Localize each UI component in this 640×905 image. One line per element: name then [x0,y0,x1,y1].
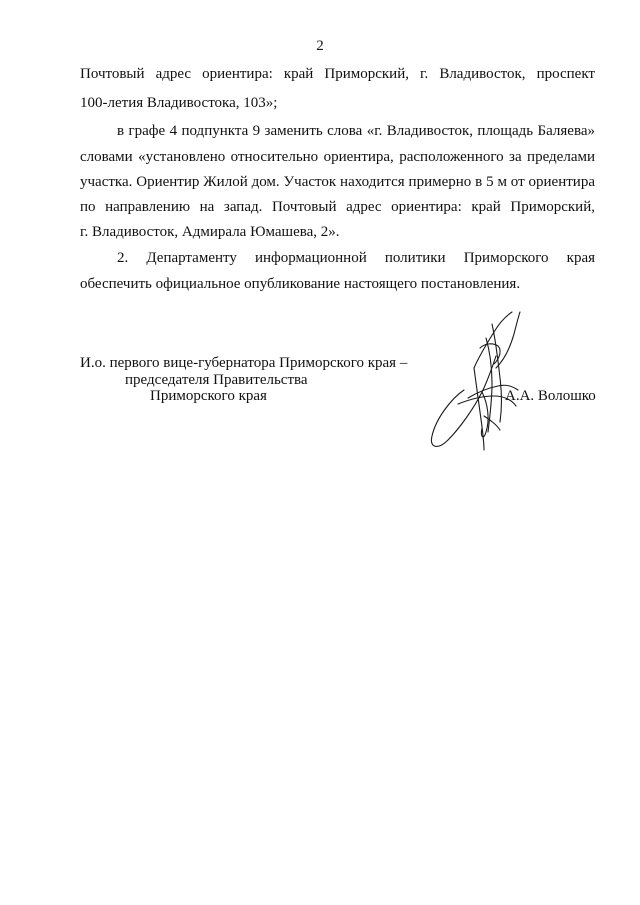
paragraph-3-line-1: 2. Департаменту информационной политики Приморского края [117,250,595,266]
signatory-title-line-3: Приморского края [150,388,267,404]
paragraph-2-line-3: участка. Ориентир Жилой дом. Участок находится примерно в 5 м от ориентира [80,174,595,190]
paragraph-2-line-2: словами «установлено относительно ориентира, расположенного за пределами [80,149,595,165]
paragraph-2-line-5: г. Владивосток, Адмирала Юмашева, 2». [80,224,340,240]
page-number: 2 [316,38,324,54]
paragraph-1-line-1: Почтовый адрес ориентира: край Приморский, г. Владивосток, проспект [80,66,595,82]
paragraph-1-line-2: 100-летия Владивостока, 103»; [80,95,278,111]
signatory-name: А.А. Волошко [505,388,596,404]
signatory-title-line-2: председателя Правительства [125,372,308,388]
paragraph-2-line-4: по направлению на запад. Почтовый адрес ориентира: край Приморский, [80,199,595,215]
signatory-title-line-1: И.о. первого вице-губернатора Приморского края – [80,355,408,371]
handwritten-signature [422,308,532,458]
paragraph-3-line-2: обеспечить официальное опубликование настоящего постановления. [80,276,521,292]
paragraph-2-line-1: в графе 4 подпункта 9 заменить слова «г. Владивосток, площадь Баляева» [117,123,595,139]
